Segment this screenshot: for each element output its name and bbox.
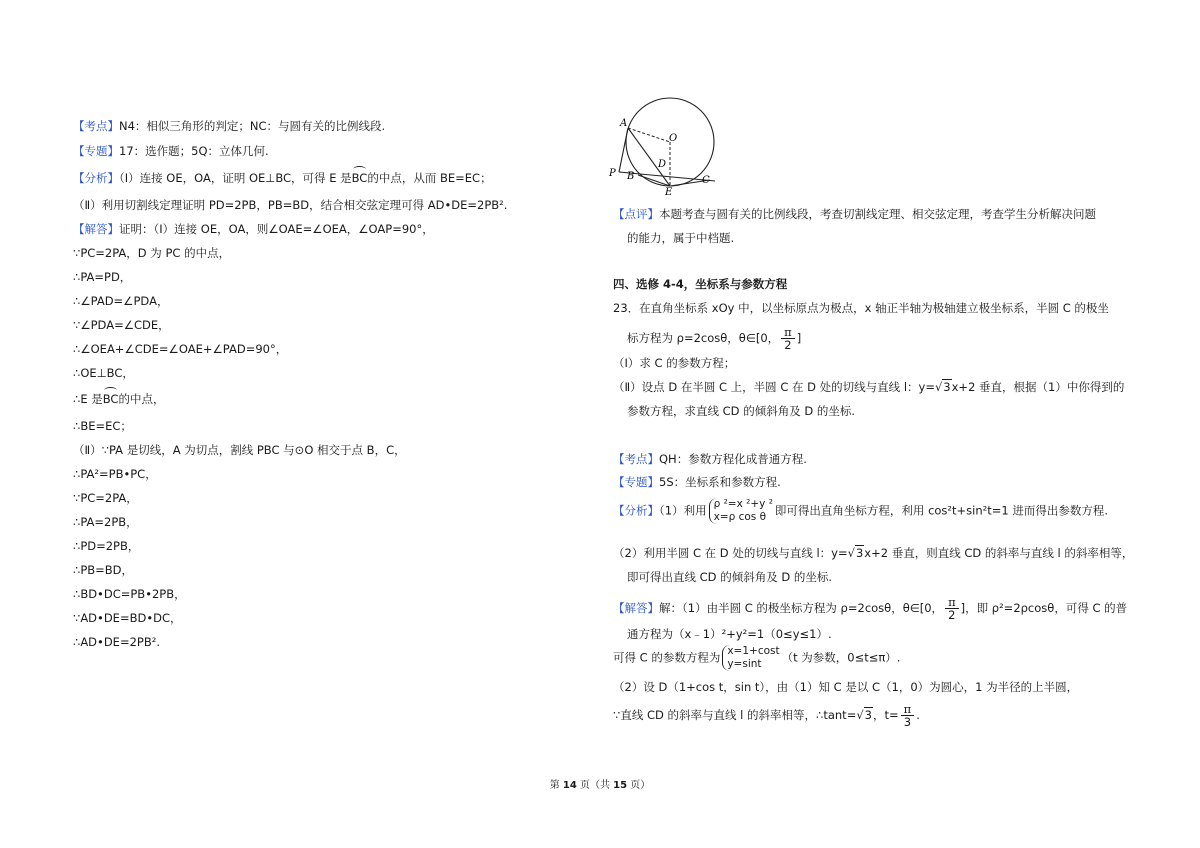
dianping-text-1: 本题考查与圆有关的比例线段，考查切割线定理、相交弦定理，考查学生分析解决问题 [659,207,1096,221]
zhuanti-line-right [613,474,781,490]
fenxi-tag: 【分析】 [613,503,659,518]
label-b: B [627,171,635,182]
jieda-line-1-right [613,596,1127,621]
sqrt-symbol: √ [934,380,943,394]
jieda-text-1a: 解：（1）由半圆 C 的极坐标方程为 ρ=2cosθ，θ∈[0， [659,601,944,615]
jieda-line-4-right: （2）设 D（1+cos t，sin t），由（1）知 C 是以 C（1，0）为圆心，1 为半径的上半圆， [613,680,1079,694]
e-mid-text-a: ∴E 是 [73,392,103,406]
jieda-line-5-right [613,703,920,728]
fenxi-line-2-left: （Ⅱ）利用切割线定理证明 PD=2PB，PB=BD，结合相交弦定理可得 AD•DE=2PB². [73,198,508,212]
page-footer: 第 14 页（共 15 页） [549,780,651,791]
fenxi-tag: 【分析】 [73,171,119,185]
jieda-text-1: 证明：（Ⅰ）连接 OE，OA，则∠OAE=∠OEA，∠OAP=90°， [119,222,434,236]
proof-step: ∴PA=PD， [73,270,132,284]
fenxi-text-1b: 的中点，从而 BE=EC； [367,171,492,185]
proof-step: ∴PB=BD， [73,563,134,577]
proof-step: ∵∠PDA=∠CDE， [73,318,170,332]
label-d: D [658,159,667,170]
proof-step: ∴PA²=PB•PC， [73,467,157,481]
question-23-line-2 [627,326,801,351]
equation-system-parametric: x=1+cost y=sint [722,645,779,671]
proof-step: ∴∠OEA+∠CDE=∠OAE+∠PAD=90°， [73,342,288,356]
kaodian-line-left [73,118,385,134]
zhuanti-text: 5S：坐标系和参数方程. [659,475,781,489]
label-e: E [665,187,673,198]
q23-text-2b: ] [796,331,802,345]
zhuanti-tag: 【专题】 [73,144,119,158]
kaodian-tag: 【考点】 [73,119,119,133]
jieda-text-5a: ∵直线 CD 的斜率与直线 l 的斜率相等，∴tant= [613,708,857,722]
dianping-line-2: 的能力，属于中档题. [627,231,735,245]
geometry-figure [605,93,725,198]
q23-text-4a: （Ⅱ）设点 D 在半圆 C 上，半圆 C 在 D 处的切线与直线 l：y= [613,380,935,394]
label-c: C [702,175,710,186]
jieda-line-2-right: 通方程为（x﹣1）²+y²=1（0≤y≤1）. [627,627,832,641]
kaodian-tag: 【考点】 [613,452,659,466]
label-p: P [609,168,616,179]
jieda-text-3a: 可得 C 的参数方程为 [613,650,721,665]
sqrt-3: 3 [943,380,951,394]
fenxi-text-2b: x+2 垂直，则直线 CD 的斜率与直线 l 的斜率相等， [864,546,1134,560]
sqrt-3: 3 [855,546,864,560]
kaodian-line-right [613,451,807,467]
q23-text-4b: x+2 垂直，根据（1）中你得到的 [951,380,1125,394]
question-23-part-2 [613,379,1124,395]
proof-step: ∴PD=2PB， [73,539,140,553]
question-23-part-1: （Ⅰ）求 C 的参数方程； [613,356,736,370]
proof-step: ∴∠PAD=∠PDA， [73,294,169,308]
fraction-pi-over-2: $\frac{\pi}{2}$ [781,326,795,351]
label-o: O [669,133,678,144]
zhuanti-line-left [73,143,269,159]
proof-step: ∵PC=2PA，D 为 PC 的中点， [73,246,231,260]
question-23-line-5: 参数方程，求直线 CD 的倾斜角及 D 的坐标. [627,404,856,418]
proof-step: ∴OE⊥BC， [73,366,134,380]
proof-step: （Ⅱ）∵PA 是切线，A 为切点，割线 PBC 与⊙O 相交于点 B，C， [73,443,406,457]
equation-system-polar: ρ ²=x ²+y ² x=ρ cos θ [709,498,773,524]
radius-oa [628,128,670,142]
zhuanti-tag: 【专题】 [613,475,659,489]
jieda-text-1b: ]，即 ρ²=2ρcosθ，可得 C 的普 [960,601,1128,615]
proof-step: ∴AD•DE=2PB². [73,635,160,649]
final-period: . [916,708,920,722]
dianping-line-1 [613,206,1096,222]
page-number: 14 [562,780,577,791]
kaodian-text: QH：参数方程化成普通方程. [659,452,807,466]
fenxi-line-1-right [613,498,1108,524]
fenxi-text-1b: 即可得出直角坐标方程，利用 cos²t+sin²t=1 进而得出参数方程. [774,503,1109,518]
arc-bc-label: BC [102,392,119,406]
dianping-tag: 【点评】 [613,207,659,221]
jieda-line-3-right [613,645,900,671]
q23-text-2a: 标方程为 ρ=2cosθ，θ∈[0， [627,331,780,345]
fraction-pi-over-2: $\frac{\pi}{2}$ [945,596,959,621]
fenxi-text-1a: （Ⅰ）连接 OE，OA，证明 OE⊥BC，可得 E 是 [119,171,352,185]
fenxi-text-1a: （1）利用 [659,503,707,518]
zhuanti-text: 17：选作题；5Q：立体几何. [119,144,269,158]
proof-step: ∵AD•DE=BD•DC， [73,611,182,625]
jieda-text-3b: （t 为参数，0≤t≤π）. [781,650,901,665]
proof-step: ∵PC=2PA， [73,491,138,505]
fraction-pi-over-3: $\frac{\pi}{3}$ [901,703,915,728]
section-title: 四、选修 4-4，坐标系与参数方程 [613,277,788,291]
question-23-line-1: 23．在直角坐标系 xOy 中，以坐标原点为极点，x 轴正半轴为极轴建立极坐标系，半圆 C 的极坐 [613,301,1109,315]
fenxi-line-1-left [73,170,492,186]
fenxi-line-2-right [613,545,1133,561]
sqrt-symbol: √ [856,708,864,722]
page-total: 15 [613,780,628,791]
fenxi-line-3-right: 即可得出直线 CD 的倾斜角及 D 的坐标. [627,570,833,584]
label-a: A [620,118,628,129]
jieda-text-5b: ，t= [872,708,899,722]
proof-step: ∴PA=2PB， [73,515,138,529]
proof-step-e-midpoint [73,391,164,407]
kaodian-text: N4：相似三角形的判定；NC：与圆有关的比例线段. [119,119,386,133]
fenxi-text-2a: （2）利用半圆 C 在 D 处的切线与直线 l：y= [613,546,848,560]
jieda-tag: 【解答】 [613,601,659,615]
jieda-tag: 【解答】 [73,222,119,236]
jieda-line-1-left [73,221,434,237]
sqrt-3: 3 [864,708,872,722]
proof-step: ∴BD•DC=PB•2PB， [73,587,186,601]
arc-bc-label: BC [351,171,368,185]
proof-step: ∴BE=EC； [73,419,132,433]
sqrt-symbol: √ [847,546,855,560]
e-mid-text-b: 的中点， [118,392,165,406]
